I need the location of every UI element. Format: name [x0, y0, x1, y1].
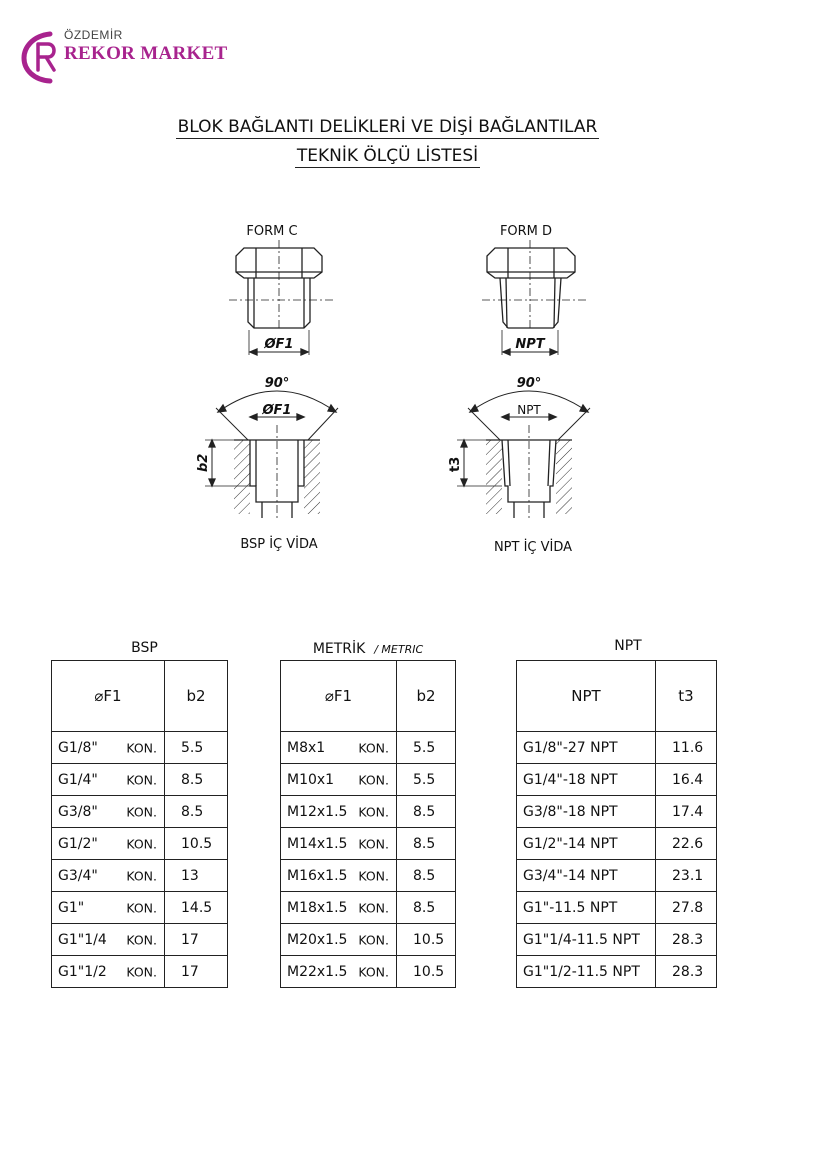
value-cell: 17.4	[656, 796, 717, 828]
table-row	[52, 828, 228, 860]
table-row	[52, 732, 228, 764]
table-row	[517, 828, 717, 860]
thread-size: G1"1/2-11.5 NPT	[523, 963, 640, 980]
logo-brand-text: REKOR MARKET	[64, 43, 228, 64]
kon-label: KON.	[126, 932, 157, 947]
dim-npt-hole-label: NPT	[517, 403, 541, 417]
bsp-col-b2: b2	[165, 661, 228, 732]
kon-label: KON.	[358, 900, 389, 915]
value-cell: 8.5	[397, 828, 456, 860]
thread-cell	[281, 764, 397, 796]
thread-size: M8x1	[287, 739, 326, 756]
thread-cell	[52, 828, 165, 860]
value-cell: 8.5	[165, 796, 228, 828]
thread-size: G1"1/4	[58, 931, 107, 948]
thread-size: G1/4"	[58, 771, 98, 788]
bsp-table	[51, 660, 228, 988]
value-cell: 5.5	[397, 732, 456, 764]
thread-cell	[52, 924, 165, 956]
table-row	[281, 796, 456, 828]
thread-size: G3/4"-14 NPT	[523, 867, 618, 884]
value-cell: 22.6	[656, 828, 717, 860]
value-cell: 23.1	[656, 860, 717, 892]
table-row	[281, 764, 456, 796]
npt-table-title: NPT	[614, 638, 642, 654]
kon-label: KON.	[126, 868, 157, 883]
metric-table	[280, 660, 456, 988]
value-cell: 10.5	[397, 924, 456, 956]
thread-cell	[517, 860, 656, 892]
table-row	[281, 924, 456, 956]
thread-size: G3/4"	[58, 867, 98, 884]
value-cell: 17	[165, 956, 228, 988]
value-cell: 27.8	[656, 892, 717, 924]
page-title: BLOK BAĞLANTI DELİKLERİ VE DİŞİ BAĞLANTILAR	[177, 117, 598, 137]
thread-size: G1/8"	[58, 739, 98, 756]
rekor-market-logo	[20, 30, 70, 84]
kon-label: KON.	[358, 868, 389, 883]
metric-col-f1: ⌀F1	[281, 661, 397, 732]
thread-size: G3/8"	[58, 803, 98, 820]
thread-size: G1"1/2	[58, 963, 107, 980]
thread-size: G1"	[58, 899, 85, 916]
value-cell: 13	[165, 860, 228, 892]
table-row	[281, 732, 456, 764]
dim-f1-hole-label: ØF1	[262, 403, 292, 418]
value-cell: 5.5	[165, 732, 228, 764]
table-row	[52, 860, 228, 892]
npt-caption: NPT İÇ VİDA	[493, 540, 573, 555]
kon-label: KON.	[358, 772, 389, 787]
table-row	[517, 924, 717, 956]
thread-size: G1"1/4-11.5 NPT	[523, 931, 640, 948]
thread-cell	[281, 796, 397, 828]
value-cell: 10.5	[165, 828, 228, 860]
thread-cell	[52, 764, 165, 796]
form-d-label: FORM D	[499, 224, 553, 239]
form-c-label: FORM C	[246, 224, 298, 239]
bsp-table-title: BSP	[131, 640, 158, 656]
thread-size: M22x1.5	[287, 963, 348, 980]
table-row	[52, 796, 228, 828]
table-row	[281, 956, 456, 988]
table-row	[52, 892, 228, 924]
kon-label: KON.	[126, 964, 157, 979]
thread-cell	[281, 956, 397, 988]
page-subtitle: TEKNİK ÖLÇÜ LİSTESİ	[296, 146, 479, 166]
thread-size: G1/4"-18 NPT	[523, 771, 618, 788]
angle-label-left: 90°	[264, 376, 290, 391]
thread-cell	[52, 796, 165, 828]
thread-cell	[52, 860, 165, 892]
t3-label: t3	[448, 456, 463, 472]
table-row	[281, 892, 456, 924]
kon-label: KON.	[358, 804, 389, 819]
thread-cell	[517, 796, 656, 828]
value-cell: 28.3	[656, 956, 717, 988]
thread-size: G1/2"-14 NPT	[523, 835, 618, 852]
angle-label-right: 90°	[516, 376, 542, 391]
value-cell: 10.5	[397, 956, 456, 988]
thread-cell	[517, 828, 656, 860]
table-row	[52, 764, 228, 796]
metric-table-title: METRİK / METRIC	[312, 641, 424, 657]
kon-label: KON.	[126, 836, 157, 851]
thread-cell	[281, 892, 397, 924]
kon-label: KON.	[358, 932, 389, 947]
npt-col-thread: NPT	[517, 661, 656, 732]
value-cell: 28.3	[656, 924, 717, 956]
technical-drawing	[180, 215, 600, 565]
thread-size: G1/2"	[58, 835, 98, 852]
metric-col-b2: b2	[397, 661, 456, 732]
value-cell: 16.4	[656, 764, 717, 796]
dim-npt-italic-label: NPT	[515, 337, 545, 352]
thread-cell	[281, 924, 397, 956]
kon-label: KON.	[358, 740, 389, 755]
kon-label: KON.	[126, 740, 157, 755]
bsp-col-f1: ⌀F1	[52, 661, 165, 732]
logo-small-text: ÖZDEMİR	[64, 28, 123, 42]
value-cell: 8.5	[397, 892, 456, 924]
kon-label: KON.	[358, 836, 389, 851]
thread-size: M10x1	[287, 771, 335, 788]
thread-size: M14x1.5	[287, 835, 348, 852]
npt-table	[516, 660, 717, 988]
thread-size: G1"-11.5 NPT	[523, 899, 618, 916]
value-cell: 14.5	[165, 892, 228, 924]
value-cell: 17	[165, 924, 228, 956]
value-cell: 8.5	[165, 764, 228, 796]
thread-cell	[281, 828, 397, 860]
value-cell: 8.5	[397, 796, 456, 828]
bsp-caption: BSP İÇ VİDA	[240, 537, 318, 552]
thread-size: M12x1.5	[287, 803, 348, 820]
thread-size: M18x1.5	[287, 899, 348, 916]
thread-cell	[52, 892, 165, 924]
table-row	[52, 956, 228, 988]
thread-size: G3/8"-18 NPT	[523, 803, 618, 820]
table-row	[281, 860, 456, 892]
table-row	[517, 796, 717, 828]
thread-cell	[517, 732, 656, 764]
table-row	[517, 764, 717, 796]
value-cell: 11.6	[656, 732, 717, 764]
table-row	[517, 860, 717, 892]
thread-cell	[281, 860, 397, 892]
kon-label: KON.	[126, 804, 157, 819]
npt-col-t3: t3	[656, 661, 717, 732]
thread-cell	[52, 956, 165, 988]
value-cell: 5.5	[397, 764, 456, 796]
b2-label: b2	[196, 453, 211, 472]
thread-cell	[517, 956, 656, 988]
thread-cell	[517, 924, 656, 956]
table-row	[281, 828, 456, 860]
thread-cell	[52, 732, 165, 764]
thread-cell	[517, 892, 656, 924]
table-row	[517, 956, 717, 988]
thread-size: G1/8"-27 NPT	[523, 739, 618, 756]
table-row	[52, 924, 228, 956]
kon-label: KON.	[126, 772, 157, 787]
table-row	[517, 732, 717, 764]
thread-size: M16x1.5	[287, 867, 348, 884]
thread-cell	[281, 732, 397, 764]
table-row	[517, 892, 717, 924]
thread-size: M20x1.5	[287, 931, 348, 948]
value-cell: 8.5	[397, 860, 456, 892]
dim-f1-label: ØF1	[264, 337, 294, 352]
thread-cell	[517, 764, 656, 796]
kon-label: KON.	[126, 900, 157, 915]
kon-label: KON.	[358, 964, 389, 979]
